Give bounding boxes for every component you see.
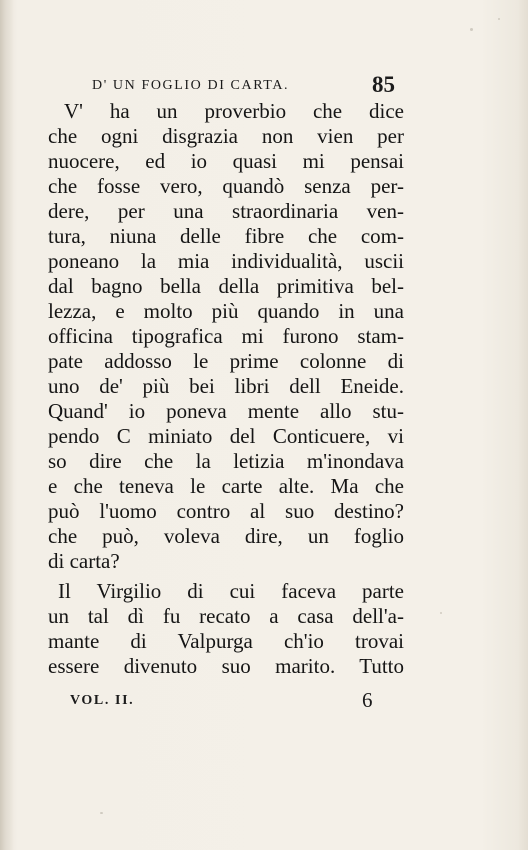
paper-speck (440, 612, 442, 614)
paper-speck (498, 18, 500, 20)
signature-number: 6 (362, 688, 373, 712)
text-line: che può, voleva dire, un foglio (48, 524, 404, 548)
text-line: e che teneva le carte alte. Ma che (48, 474, 404, 498)
text-line: un tal dì fu recato a casa dell'a- (48, 604, 404, 628)
text-line: uno de' più bei libri dell Eneide. (48, 374, 404, 398)
text-line: poneano la mia individualità, uscii (48, 249, 404, 273)
text-line: pendo C miniato del Conticuere, vi (48, 424, 404, 448)
text-line: Quand' io poneva mente allo stu- (48, 399, 404, 423)
text-line: che ogni disgrazia non vien per (48, 124, 404, 148)
text-line: lezza, e molto più quando in una (48, 299, 404, 323)
text-line: V' ha un proverbio che dice (64, 99, 404, 123)
text-line: nuocere, ed io quasi mi pensai (48, 149, 404, 173)
text-line: può l'uomo contro al suo destino? (48, 499, 404, 523)
page-right-edge-shadow (518, 0, 528, 850)
page-number: 85 (372, 72, 395, 97)
text-line: essere divenuto suo marito. Tutto (48, 654, 404, 678)
text-line: dere, per una straordinaria ven- (48, 199, 404, 223)
page-left-edge-shadow (0, 0, 14, 850)
text-line: officina tipografica mi furono stam- (48, 324, 404, 348)
page-footer (0, 688, 528, 718)
text-line: pate addosso le prime colonne di (48, 349, 404, 373)
text-line: dal bagno bella della primitiva bel- (48, 274, 404, 298)
running-head (0, 74, 528, 100)
text-line: che fosse vero, quandò senza per- (48, 174, 404, 198)
running-title: D' UN FOGLIO DI CARTA. (92, 78, 290, 93)
text-line: di carta? (48, 549, 120, 573)
paper-speck (470, 28, 473, 31)
text-line: so dire che la letizia m'inondava (48, 449, 404, 473)
paper-speck (100, 812, 103, 814)
volume-signature: VOL. II. (70, 693, 135, 708)
text-line: mante di Valpurga ch'io trovai (48, 629, 404, 653)
text-line: Il Virgilio di cui faceva parte (58, 579, 404, 603)
text-line: tura, niuna delle fibre che com- (48, 224, 404, 248)
